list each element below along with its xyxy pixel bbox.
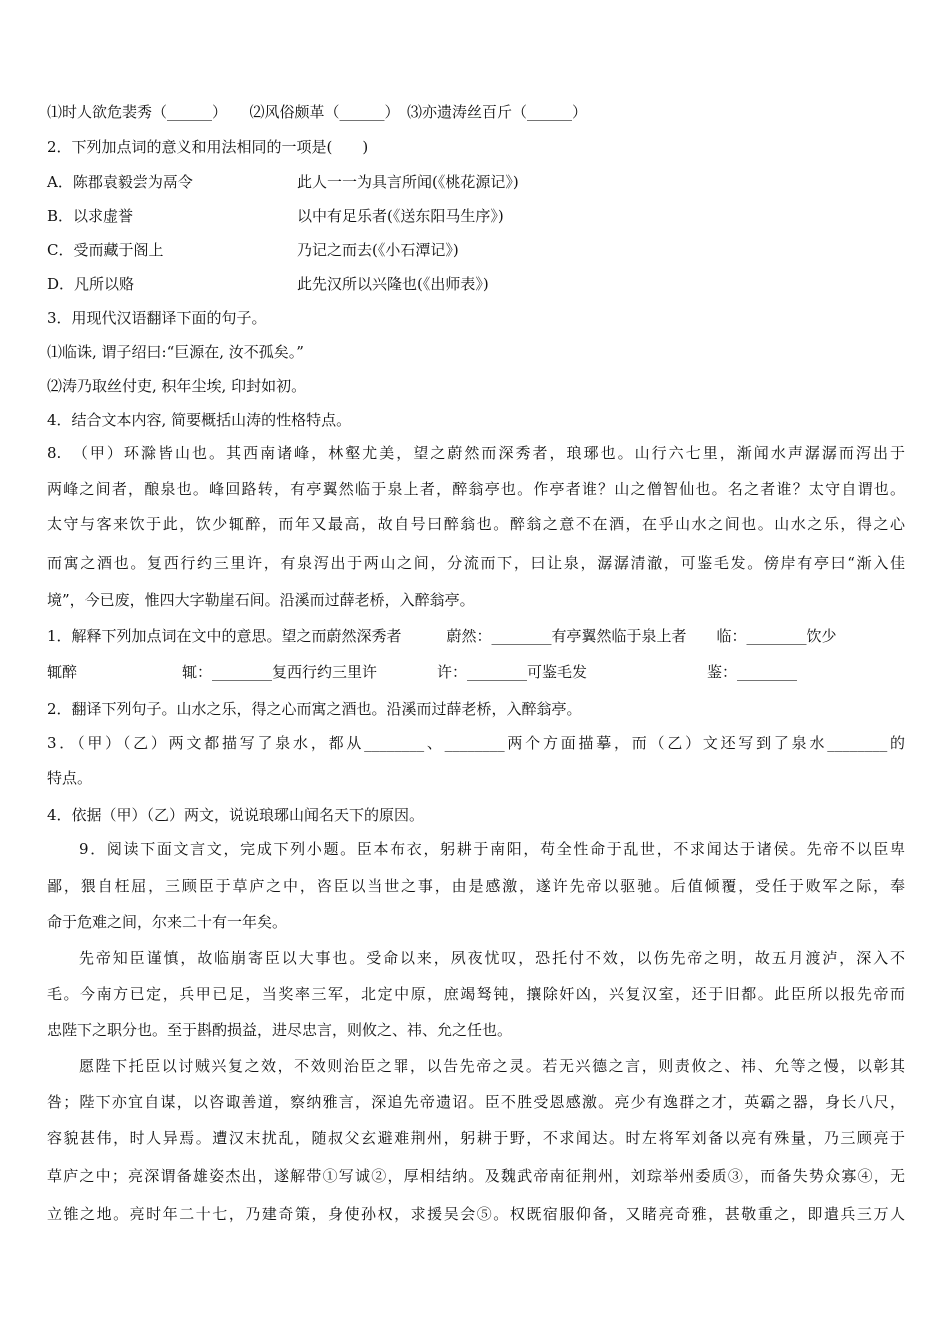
passage-8-line: 太守与客来饮于此，饮少辄醉，而年又最高，故自号曰醉翁也。醉翁之意不在酒，在乎山水之间也。山水之乐，得之心 (47, 515, 905, 533)
option-d-left: D．凡所以赂 (47, 275, 135, 293)
passage-9-line: 立锥之地。亮时年二十七，乃建奇策，身使孙权，求援吴会⑤。权既宿服仰备，又睹亮奇雅，甚敬重之，即遣兵三万人 (47, 1205, 905, 1223)
passage-9-line: 忠陛下之职分也。至于斟酌损益，进尽忠言，则攸之、祎、允之任也。 (47, 1021, 513, 1039)
q8-1-line1: 1．解释下列加点词在文中的意思。望之而蔚然深秀者 蔚然：________有亭翼然临于泉上者 临：________饮少 (47, 627, 837, 645)
option-a-right: 此人一一为具言所闻(《桃花源记》) (297, 173, 519, 191)
passage-9-line: 先帝知臣谨慎，故临崩寄臣以大事也。受命以来，夙夜忧叹，恐托付不效，以伤先帝之明，故五月渡泸，深入不 (79, 949, 905, 967)
q7-3-2: ⑵涛乃取丝付吏, 积年尘埃, 印封如初。 (47, 377, 307, 395)
passage-8-line: 两峰之间者，酿泉也。峰回路转，有亭翼然临于泉上者，醉翁亭也。作亭者谁？山之僧智仙也。名之者谁？太守自谓也。 (47, 480, 905, 498)
passage-9-line: 愿陛下托臣以讨贼兴复之效，不效则治臣之罪，以告先帝之灵。若无兴德之言，则责攸之、祎、允等之慢，以彰其 (79, 1057, 905, 1075)
passage-8-line: 境”，今已废，惟四大字勒崖石间。沿溪而过薛老桥，入醉翁亭。 (47, 591, 475, 609)
option-b (47, 206, 907, 226)
option-a (47, 172, 907, 192)
q7-4: 4．结合文本内容, 简要概括山涛的性格特点。 (47, 411, 352, 429)
option-a-left: A．陈郡袁毅尝为鬲令 (47, 173, 193, 191)
passage-9-line: 命于危难之间，尔来二十有一年矣。 (47, 913, 288, 931)
q7-2-stem: 2．下列加点词的意义和用法相同的一项是( ) (47, 138, 369, 156)
passage-9-line: 9．阅读下面文言文，完成下列小题。臣本布衣，躬耕于南阳，苟全性命于乱世，不求闻达于诸侯。先帝不以臣卑 (79, 840, 905, 858)
option-c-left: C．受而藏于阁上 (47, 241, 164, 259)
option-b-right: 以中有足乐者(《送东阳马生序》) (297, 207, 504, 225)
passage-8-line: 而寓之酒也。复西行约三里许，有泉泻出于两山之间，分流而下，曰让泉，潺潺清澈，可鉴毛发。傍岸有亭曰“渐入佳 (47, 554, 905, 572)
q7-1-items: ⑴时人欲危裴秀（______） ⑵风俗颇革（______） ⑶亦遗涛丝百斤（______） (47, 103, 588, 121)
passage-9-line: 咎；陛下亦宜自谋，以咨诹善道，察纳雅言，深追先帝遗诏。臣不胜受恩感激。亮少有逸群之才，英霸之器，身长八尺， (47, 1093, 905, 1111)
passage-8-line: 8. （甲）环滁皆山也。其西南诸峰，林壑尤美，望之蔚然而深秀者，琅琊也。山行六七里，渐闻水声潺潺而泻出于 (47, 444, 905, 462)
q8-4: 4．依据（甲）（乙）两文，说说琅琊山闻名天下的原因。 (47, 806, 425, 824)
option-c-right: 乃记之而去(《小石潭记》) (297, 241, 459, 259)
passage-9-line: 毛。今南方已定，兵甲已足，当奖率三军，北定中原，庶竭驽钝，攘除奸凶，兴复汉室，还于旧都。此臣所以报先帝而 (47, 985, 905, 1003)
q7-3-stem: 3．用现代汉语翻译下面的句子。 (47, 309, 267, 327)
passage-9-line: 草庐之中；亮深谓备雄姿杰出，遂解带①写诚②，厚相结纳。及魏武帝南征荆州，刘琮举州委质③，而备失势众寡④，无 (47, 1167, 905, 1185)
passage-9-line: 鄙，猥自枉屈，三顾臣于草庐之中，咨臣以当世之事，由是感激，遂许先帝以驱驰。后值倾覆，受任于败军之际，奉 (47, 877, 905, 895)
option-d (47, 274, 907, 294)
option-d-right: 此先汉所以兴隆也(《出师表》) (297, 275, 489, 293)
q8-1-line2: 辄醉 辄：________复西行约三里许 许：________可鉴毛发 鉴：________ (47, 663, 798, 681)
option-c (47, 240, 907, 260)
q7-3-1: ⑴临诛, 谓子绍曰:“巨源在, 汝不孤矣。” (47, 343, 304, 361)
passage-9-line: 容貌甚伟，时人异焉。遭汉末扰乱，随叔父玄避难荆州，躬耕于野，不求闻达。时左将军刘备以亮有殊量，乃三顾亮于 (47, 1129, 905, 1147)
q8-3-line1: 3．（甲）（乙）两文都描写了泉水，都从________、________两个方面描摹，而（乙）文还写到了泉水________的 (47, 734, 905, 752)
q8-3-line2: 特点。 (47, 769, 93, 787)
q8-2: 2．翻译下列句子。山水之乐，得之心而寓之酒也。沿溪而过薛老桥，入醉翁亭。 (47, 700, 582, 718)
option-b-left: B．以求虚誉 (47, 207, 134, 225)
